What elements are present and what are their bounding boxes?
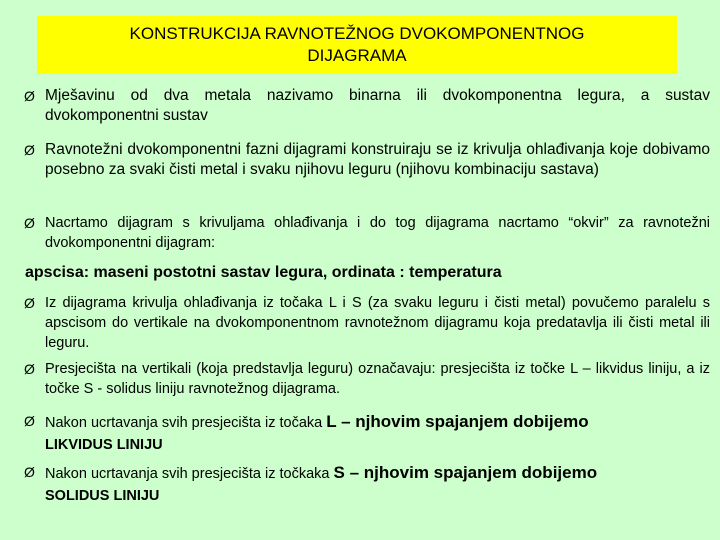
title-banner (37, 16, 677, 74)
arrow-bullet-icon: Ø (24, 361, 35, 377)
bullet-text-lead: Nakon ucrtavanja svih presjecišta iz točaka (45, 415, 327, 431)
bullet-text: Mješavinu od dva metala nazivamo binarna ili dvokomponentna legura, a sustav dvokomponentni sustav (45, 87, 710, 124)
bullet-item (24, 462, 710, 507)
bullet-item (24, 293, 710, 353)
bullet-text-lead: Nakon ucrtavanja svih presjecišta iz točkaka (45, 466, 334, 482)
arrow-bullet-icon: Ø (24, 413, 35, 429)
bullet-text-conclusion: SOLIDUS LINIJU (45, 488, 160, 504)
title-line-1: KONSTRUKCIJA RAVNOTEŽNOG DVOKOMPONENTNOG (129, 24, 585, 43)
arrow-bullet-icon: Ø (24, 142, 35, 158)
bullet-text (45, 411, 710, 456)
bullet-text: Presjecišta na vertikali (koja predstavlja leguru) označavaju: presjecišta iz točke L – likvidus liniju, a iz točke S - solidus liniju ravnotežnog dijagrama. (45, 361, 710, 397)
arrow-bullet-icon: Ø (24, 88, 35, 104)
title-line-2: DIJAGRAMA (307, 46, 407, 65)
bullet-text: Iz dijagrama krivulja ohlađivanja iz točaka L i S (za svaku leguru i čisti metal) povučemo paralelu s apscisom do vertikale na dvokomponentnom ravnotežnom dijagramu koja predatavlja ili čisti metal ili leguru. (45, 295, 710, 351)
bullet-item (24, 86, 710, 126)
arrow-bullet-icon: Ø (24, 464, 35, 480)
axis-subheading: apscisa: maseni postotni sastav legura, ordinata : temperatura (25, 264, 502, 281)
bullet-item (24, 359, 710, 399)
bullet-text-conclusion: LIKVIDUS LINIJU (45, 437, 163, 453)
arrow-bullet-icon: Ø (24, 215, 35, 231)
bullet-text (45, 462, 710, 507)
bullet-text-emphasis: S – njhovim spajanjem dobijemo (333, 463, 598, 482)
bullet-item (24, 140, 710, 180)
bullet-text: Ravnotežni dvokomponentni fazni dijagrami konstruiraju se iz krivulja ohlađivanja koje dobivamo posebno za svaki čisti metal i svaku njihovu leguru (njihovu kombinaciju sastava) (45, 141, 710, 178)
bullet-text: Nacrtamo dijagram s krivuljama ohlađivanja i do tog dijagrama nacrtamo “okvir” za ravnotežni dvokomponentni dijagram: (45, 215, 710, 251)
bullet-text-emphasis: L – njhovim spajanjem dobijemo (326, 412, 589, 431)
arrow-bullet-icon: Ø (24, 295, 35, 311)
bullet-item (24, 411, 710, 456)
bullet-item (24, 213, 710, 253)
